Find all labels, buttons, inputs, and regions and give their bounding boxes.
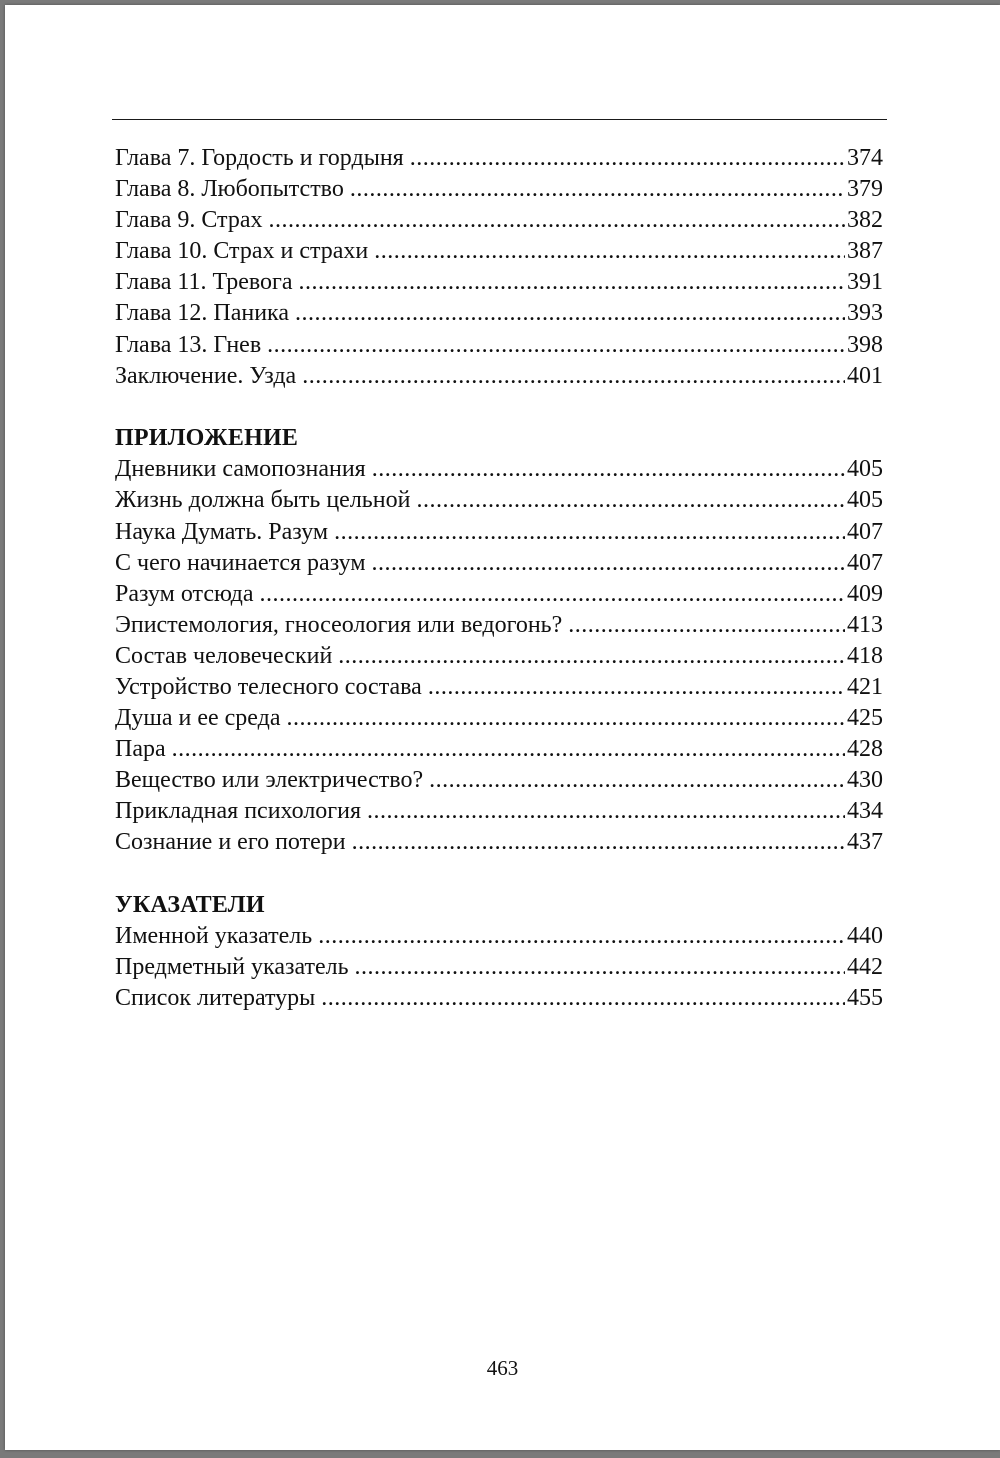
toc-entry-title: Предметный указатель (115, 954, 349, 981)
toc-entry-page: 387 (847, 238, 883, 265)
toc-entry[interactable] (115, 983, 883, 1014)
indexes-heading: УКАЗАТЕЛИ (115, 892, 265, 919)
toc-entry-title: Прикладная психология (115, 798, 362, 825)
section-spacer (115, 859, 883, 891)
page-number: 463 (486, 1356, 519, 1380)
dot-leader (355, 952, 845, 983)
dot-leader (318, 921, 845, 952)
toc-entry-page: 382 (847, 207, 883, 234)
toc-entry[interactable] (115, 734, 883, 765)
dot-leader (367, 796, 845, 827)
dot-leader (302, 361, 845, 392)
toc-entry-title: Именной указатель (115, 923, 313, 950)
toc-entry-title: Вещество или электричество? (115, 767, 424, 794)
toc-entry[interactable] (115, 236, 883, 267)
toc-entry-title: Глава 11. Тревога (115, 269, 293, 296)
toc-entry-page: 405 (847, 487, 883, 514)
toc-entry-title: Список литературы (115, 985, 316, 1012)
document-page (5, 5, 1000, 1450)
toc-entry[interactable] (115, 641, 883, 672)
toc-entry-title: Дневники самопознания (115, 456, 366, 483)
toc-entry-title: Глава 7. Гордость и гордыня (115, 145, 404, 171)
dot-leader (429, 765, 845, 796)
toc-entry-page: 398 (847, 331, 883, 358)
toc-entry-title: Глава 9. Страх (115, 207, 263, 234)
header-rule (112, 119, 887, 120)
dot-leader (568, 610, 845, 641)
toc-entry-title: Душа и ее среда (115, 705, 281, 732)
toc-entry[interactable] (115, 267, 883, 298)
toc-entry-page: 440 (847, 923, 883, 950)
dot-leader (372, 548, 845, 579)
dot-leader (299, 267, 845, 298)
toc-entry-page: 379 (847, 176, 883, 203)
toc-entry[interactable] (115, 796, 883, 827)
toc-entry-page: 421 (847, 674, 883, 700)
toc-entry-title: Заключение. Узда (115, 362, 297, 389)
dot-leader (321, 983, 845, 1014)
toc-entry-title: Глава 13. Гнев (115, 331, 262, 358)
toc-entry-page: 413 (847, 611, 883, 638)
toc-entry[interactable] (115, 517, 883, 548)
dot-leader (428, 672, 845, 703)
toc-entry-title: Глава 10. Страх и страхи (115, 238, 369, 265)
toc-entry-title: Устройство телесного состава (115, 674, 422, 700)
toc-entry[interactable] (115, 454, 883, 485)
toc-entry-title: Наука Думать. Разум (115, 518, 329, 545)
dot-leader (260, 579, 845, 610)
dot-leader (410, 143, 845, 174)
dot-leader (267, 330, 845, 361)
toc-entry-page: 430 (847, 767, 883, 794)
toc-entry-page: 442 (847, 954, 883, 981)
toc-entry[interactable] (115, 827, 883, 858)
indexes-section (115, 890, 883, 1014)
toc-entry-title: Жизнь должна быть цельной (115, 487, 411, 514)
dot-leader (352, 827, 845, 858)
toc-entry-title: Сознание и его потери (115, 829, 346, 856)
dot-leader (374, 236, 845, 267)
toc-entry[interactable] (115, 298, 883, 329)
toc-entry-page: 428 (847, 736, 883, 763)
toc-entry-title: Состав человеческий (115, 642, 333, 669)
toc-entry-page: 393 (847, 300, 883, 327)
toc-entry-title: Глава 8. Любопытство (115, 176, 344, 203)
toc-entry[interactable] (115, 174, 883, 205)
toc-entry-page: 425 (847, 705, 883, 732)
toc-entry-page: 407 (847, 518, 883, 545)
appendix-heading: ПРИЛОЖЕНИЕ (115, 425, 299, 452)
toc-entry-page: 455 (847, 985, 883, 1012)
dot-leader (287, 703, 845, 734)
dot-leader (416, 485, 845, 516)
toc-entry[interactable] (115, 330, 883, 361)
toc-entry[interactable] (115, 610, 883, 641)
dot-leader (269, 205, 846, 236)
toc-entry-title: Глава 12. Паника (115, 300, 289, 327)
dot-leader (295, 298, 845, 329)
appendix-section (115, 423, 883, 858)
section-spacer (115, 392, 883, 424)
toc-entry[interactable] (115, 952, 883, 983)
dot-leader (172, 734, 845, 765)
toc-entry[interactable] (115, 548, 883, 579)
toc-entry-page: 405 (847, 456, 883, 483)
toc-entry[interactable] (115, 143, 883, 174)
table-of-contents (115, 143, 883, 1014)
toc-entry-title: Эпистемология, гносеология или ведогонь? (115, 611, 563, 638)
toc-entry-title: С чего начинается разум (115, 549, 366, 576)
toc-entry[interactable] (115, 765, 883, 796)
toc-entry[interactable] (115, 485, 883, 516)
toc-entry[interactable] (115, 703, 883, 734)
toc-entry[interactable] (115, 921, 883, 952)
dot-leader (334, 517, 845, 548)
toc-entry-page: 401 (847, 362, 883, 389)
dot-leader (350, 174, 845, 205)
toc-entry-title: Разум отсюда (115, 580, 254, 607)
toc-entry[interactable] (115, 672, 883, 703)
toc-entry-page: 434 (847, 798, 883, 825)
toc-top-group (115, 143, 883, 392)
toc-entry-page: 391 (847, 269, 883, 296)
toc-entry-page: 409 (847, 580, 883, 607)
toc-entry[interactable] (115, 205, 883, 236)
toc-entry-page: 374 (847, 145, 883, 171)
toc-entry-page: 418 (847, 642, 883, 669)
toc-entry-title: Пара (115, 736, 166, 763)
toc-entry[interactable] (115, 579, 883, 610)
dot-leader (372, 454, 845, 485)
dot-leader (338, 641, 845, 672)
toc-entry-page: 437 (847, 829, 883, 856)
toc-entry-page: 407 (847, 549, 883, 576)
toc-entry[interactable] (115, 361, 883, 392)
